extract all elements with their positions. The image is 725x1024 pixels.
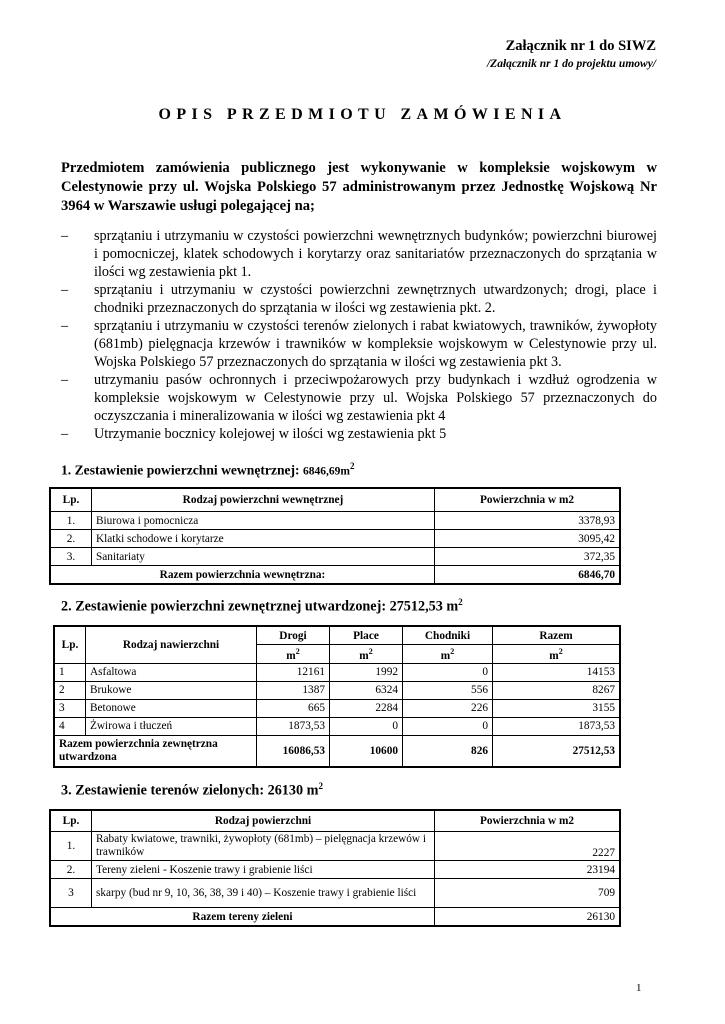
cell-lp: 3 [51,879,92,908]
column-header: Drogi [257,627,330,645]
total-value: 6846,70 [435,566,620,584]
table-row [51,861,620,879]
page-number: 1 [636,982,642,994]
list-item [61,281,657,317]
cell-drogi: 1387 [257,681,330,699]
table-header-row [55,627,620,645]
unit-cell: $m^2$ [330,645,403,664]
cell-razem: 8267 [493,681,620,699]
total-place: 10600 [330,735,403,766]
cell-name: Klatki schodowe i korytarze [92,530,435,548]
total-razem: 27512,53 [493,735,620,766]
cell-lp: 2. [51,861,92,879]
cell-lp: 2. [51,530,92,548]
unit-cell: $m^2$ [493,645,620,664]
column-header: Place [330,627,403,645]
cell-drogi: 665 [257,699,330,717]
attachment-header: Załącznik nr 1 do SIWZ [505,38,656,54]
list-item-text: Utrzymanie bocznicy kolejowej w ilości wg zestawienia pkt 5 [94,426,447,442]
dash-marker: – [61,282,69,298]
unit-cell: $m^2$ [403,645,493,664]
cell-lp: 4 [55,717,86,735]
document-title: OPIS PRZEDMIOTU ZAMÓWIENIA [158,106,567,123]
dash-marker: – [61,426,69,442]
column-header: Rodzaj powierzchni wewnętrznej [92,489,435,512]
dash-marker: – [61,228,69,244]
intro-paragraph: Przedmiotem zamówienia publicznego jest wykonywanie w kompleksie wojskowym w Celestynowie przy ul. Wojska Polskiego 57 administrowanym przez Jednostkę Wojskową Nr 3964 w Warszawie usługi polegającej na; [61,160,657,214]
cell-razem: 1873,53 [493,717,620,735]
cell-chodniki: 556 [403,681,493,699]
cell-lp: 2 [55,681,86,699]
column-header: Lp. [51,489,92,512]
table-total-row [51,908,620,926]
column-header: Lp. [51,811,92,832]
table-total-row [55,735,620,766]
list-item [61,425,657,443]
attachment-subheader: /Załącznik nr 1 do projektu umowy/ [486,58,656,70]
total-label: Razem powierzchnia wewnętrzna: [51,566,435,584]
cell-area: 3378,93 [435,512,620,530]
cell-chodniki: 0 [403,717,493,735]
table-row [55,663,620,681]
cell-area: 2227 [435,832,620,861]
cell-razem: 14153 [493,663,620,681]
cell-name: Biurowa i pomocnicza [92,512,435,530]
list-item [61,317,657,371]
cell-lp: 3 [55,699,86,717]
cell-chodniki: 0 [403,663,493,681]
cell-area: 3095,42 [435,530,620,548]
total-label: Razem tereny zieleni [51,908,435,926]
scope-list [61,227,657,443]
dash-marker: – [61,318,69,334]
cell-name: Betonowe [86,699,257,717]
cell-place: 2284 [330,699,403,717]
list-item-text: utrzymaniu pasów ochronnych i przeciwpożarowych przy budynkach i wzdłuż ogrodzenia w kompleksie wojskowym w Celestynowie przy ul. Wojska Polskiego 57 przeznaczonych do oczyszczania i mineralizowania w ilości wg zestawienia pkt 4 [94,372,657,424]
cell-name: Żwirowa i tłuczeń [86,717,257,735]
column-header: Lp. [55,627,86,664]
cell-name: Rabaty kwiatowe, trawniki, żywopłoty (681mb) – pielęgnacja krzewów i trawników [92,832,435,861]
total-drogi: 16086,53 [257,735,330,766]
cell-area: 23194 [435,861,620,879]
interior-surface-table [50,488,620,584]
table-row [51,512,620,530]
list-item [61,371,657,425]
cell-drogi: 1873,53 [257,717,330,735]
list-item [61,227,657,281]
cell-razem: 3155 [493,699,620,717]
green-areas-table [50,810,620,926]
list-item-text: sprzątaniu i utrzymaniu w czystości powierzchni wewnętrznych budynków; powierzchni biurowej i pomocniczej, klatek schodowych i korytarzy oraz sanitariatów przeznaczonych do sprzątania w ilości wg zestawienia pkt 1. [94,228,657,280]
cell-lp: 3. [51,548,92,566]
list-item-text: sprzątaniu i utrzymaniu w czystości powierzchni zewnętrznych utwardzonych; drogi, place i chodniki przeznaczonych do sprzątania w ilości wg zestawienia pkt. 2. [94,282,657,316]
cell-lp: 1. [51,832,92,861]
cell-place: 1992 [330,663,403,681]
column-header: Razem [493,627,620,645]
table-row [55,699,620,717]
cell-name: skarpy (bud nr 9, 10, 36, 38, 39 i 40) – Koszenie trawy i grabienie liści [92,879,435,908]
table-row [51,548,620,566]
column-header: Chodniki [403,627,493,645]
column-header: Powierzchnia w m2 [435,489,620,512]
cell-area: 372,35 [435,548,620,566]
cell-name: Sanitariaty [92,548,435,566]
table-row [55,681,620,699]
cell-lp: 1. [51,512,92,530]
cell-place: 6324 [330,681,403,699]
section3-heading: 3. Zestawienie terenów zielonych: 26130 $m^2$ [61,781,323,799]
list-item-text: sprzątaniu i utrzymaniu w czystości terenów zielonych i rabat kwiatowych, trawników, żywopłoty (681mb) pielęgnacja krzewów i trawników w kompleksie wojskowym w Celestynowie przy ul. Wojska Polskiego 57 przeznaczonych do sprzątania w ilości wg zestawienia pkt 3. [94,318,657,370]
total-chodniki: 826 [403,735,493,766]
section2-heading: 2. Zestawienie powierzchni zewnętrznej utwardzonej: 27512,53 $m^2$ [61,597,463,615]
table-total-row [51,566,620,584]
total-label: Razem powierzchnia zewnętrzna utwardzona [55,735,257,766]
column-header: Rodzaj nawierzchni [86,627,257,664]
table-header-row [51,489,620,512]
column-header: Rodzaj powierzchni [92,811,435,832]
table-row [55,717,620,735]
total-value: 26130 [435,908,620,926]
cell-drogi: 12161 [257,663,330,681]
table-row [51,530,620,548]
unit-cell: $m^2$ [257,645,330,664]
cell-name: Asfaltowa [86,663,257,681]
column-header: Powierzchnia w m2 [435,811,620,832]
dash-marker: – [61,372,69,388]
table-row [51,832,620,861]
section1-heading: 1. Zestawienie powierzchni wewnętrznej: $6846,69m^2$ [61,461,355,478]
cell-name: Tereny zieleni - Koszenie trawy i grabienie liści [92,861,435,879]
table-header-row [51,811,620,832]
cell-lp: 1 [55,663,86,681]
cell-area: 709 [435,879,620,908]
cell-name: Brukowe [86,681,257,699]
table-row [51,879,620,908]
exterior-surface-table [54,626,620,767]
cell-chodniki: 226 [403,699,493,717]
cell-place: 0 [330,717,403,735]
